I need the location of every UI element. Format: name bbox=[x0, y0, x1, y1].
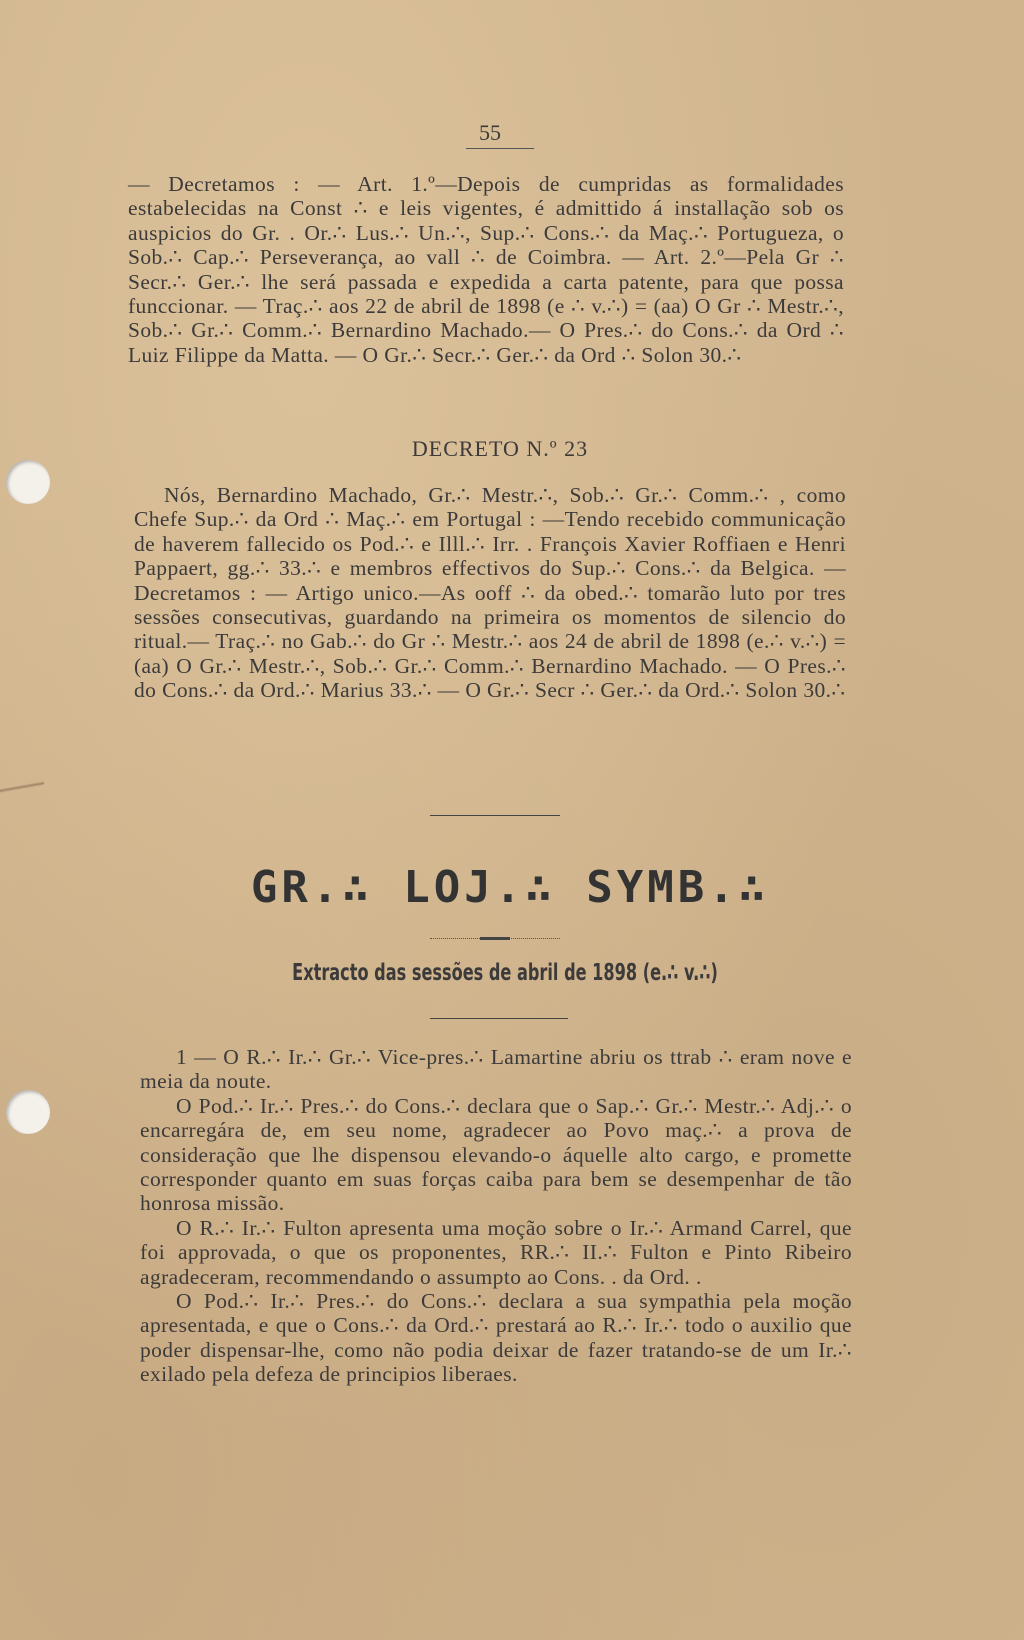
session-paragraph: O R.∴ Ir.∴ Fulton apresenta uma moção sobre o Ir.∴ Armand Carrel, que foi approvada, o que os proponentes, RR.∴ II.∴ Fulton e Pinto Ribeiro agradeceram, recommendando o assumpto ao Cons. . da Ord. . bbox=[140, 1215, 852, 1289]
page-number-rule bbox=[466, 148, 534, 149]
decree-one-text bbox=[128, 172, 844, 367]
paper-tear-mark bbox=[0, 780, 44, 794]
decree-one-paragraph: — Decretamos : — Art. 1.º—Depois de cumpridas as formalidades estabelecidas na Const ∴ e leis vigentes, é admittido á installação sob os auspicios do Gr. . Or.∴ Lus.∴ Un.∴, Sup.∴ Cons.∴ da Maç.∴ Portugueza, o Sob.∴ Cap.∴ Perseverança, ao vall ∴ de Coimbra. — Art. 2.º—Pela Gr ∴ Secr.∴ Ger.∴ lhe será passada e expedida a carta patente, para que possa funccionar. — Traç.∴ aos 22 de abril de 1898 (e ∴ v.∴) = (aa) O Gr ∴ Mestr.∴, Sob.∴ Gr.∴ Comm.∴ Bernardino Machado.— O Pres.∴ do Cons.∴ da Ord ∴ Luiz Filippe da Matta. — O Gr.∴ Secr.∴ Ger.∴ da Ord ∴ Solon 30.∴ bbox=[128, 172, 844, 367]
section-divider bbox=[430, 815, 560, 816]
lodge-title: GR.∴ LOJ.∴ SYMB.∴ bbox=[250, 862, 770, 913]
decree-two-heading: DECRETO N.º 23 bbox=[411, 436, 589, 461]
page-number: 55 bbox=[479, 120, 501, 145]
binder-hole-top bbox=[6, 460, 50, 504]
sessions-text bbox=[140, 1045, 852, 1387]
title-ornament bbox=[430, 938, 560, 941]
binder-hole-bottom bbox=[6, 1090, 50, 1134]
session-paragraph: O Pod.∴ Ir.∴ Pres.∴ do Cons.∴ declara a sua sympathia pela moção apresentada, e que o Cons.∴ da Ord.∴ prestará ao R.∴ Ir.∴ todo o auxilio que poder dispensar-lhe, como não podia deixar de fazer tratando-se de um Ir.∴ exilado pela defeza de principios liberaes. bbox=[140, 1289, 852, 1387]
session-paragraph: O Pod.∴ Ir.∴ Pres.∴ do Cons.∴ declara que o Sap.∴ Gr.∴ Mestr.∴ Adj.∴ o encarregára de, em seu nome, agradecer ao Povo maç.∴ a prova de consideração que lhe dispensou elevando-o áquelle alto cargo, e promette corresponder quanto em suas forças caiba para bem se desempenhar de tão honrosa missão. bbox=[140, 1093, 852, 1216]
decree-two-paragraph: Nós, Bernardino Machado, Gr.∴ Mestr.∴, Sob.∴ Gr.∴ Comm.∴ , como Chefe Sup.∴ da Ord ∴ Maç.∴ em Portugal : —Tendo recebido communicação de haverem fallecido os Pod.∴ e Illl.∴ Irr. . François Xavier Roffiaen e Henri Pappaert, gg.∴ 33.∴ e membros effectivos do Sup.∴ Cons.∴ da Belgica. — Decretamos : — Artigo unico.—As ooff ∴ da obed.∴ tomarão luto por tres sessões consecutivas, guardando na primeira os momentos de silencio do ritual.— Traç.∴ no Gab.∴ do Gr ∴ Mestr.∴ aos 24 de abril de 1898 (e.∴ v.∴) = (aa) O Gr.∴ Mestr.∴, Sob.∴ Gr.∴ Comm.∴ Bernardino Machado. — O Pres.∴ do Cons.∴ da Ord.∴ Marius 33.∴ — O Gr.∴ Secr ∴ Ger.∴ da Ord.∴ Solon 30.∴ bbox=[134, 483, 846, 703]
decree-two-text bbox=[134, 483, 846, 703]
subtitle-divider bbox=[430, 1018, 568, 1019]
extract-subtitle: Extracto das sessões de abril de 1898 (e.∴ v.∴) bbox=[292, 960, 718, 986]
session-paragraph: 1 — O R.∴ Ir.∴ Gr.∴ Vice-pres.∴ Lamartine abriu os ttrab ∴ eram nove e meia da noute. bbox=[140, 1045, 852, 1094]
